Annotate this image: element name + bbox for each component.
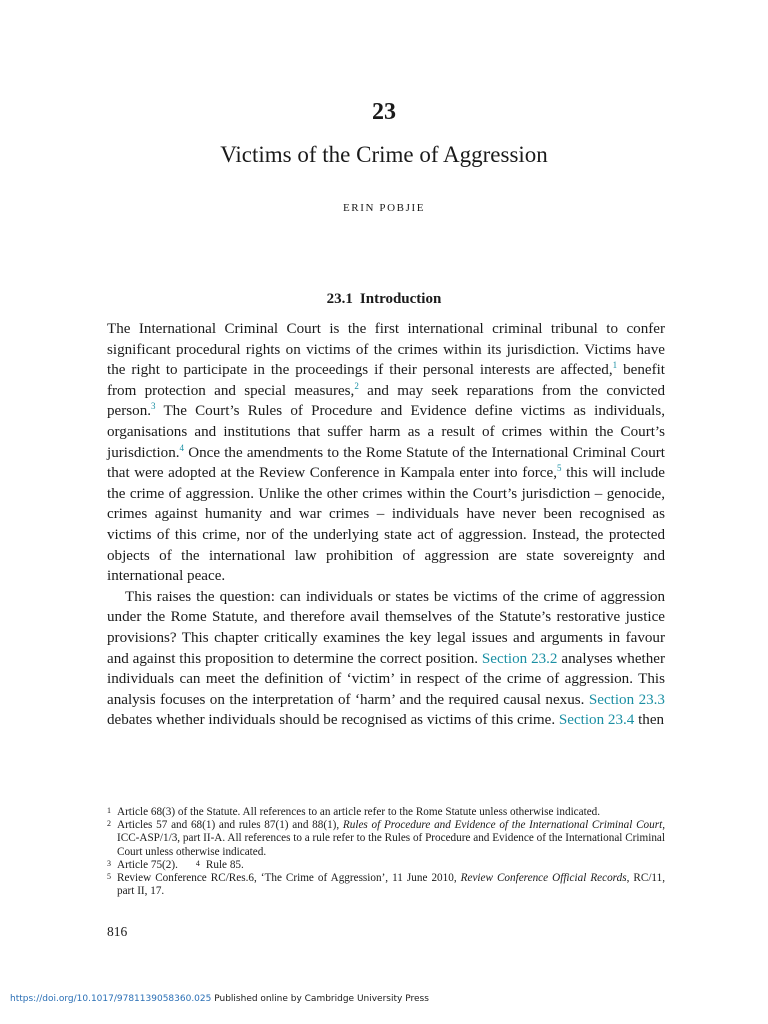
footnote-text: Rule 85. (205, 858, 244, 871)
text-run: Once the amendments to the Rome Statute of the International Criminal Court that were adopted at the Review Conference in Kampala enter into force, (107, 444, 665, 482)
chapter-title: Victims of the Crime of Aggression (220, 142, 548, 167)
text-run: The International Criminal Court is the first international criminal tribunal to confer significant procedural rights on victims of the crimes within its jurisdiction. Victims have the right to participate in the proceedings if their personal interests are affected, (107, 321, 665, 379)
footnote-number: 5 (107, 872, 111, 882)
section-title: Introduction (359, 291, 442, 307)
footnote-1 (107, 806, 665, 819)
text-run: benefit from protection and special measures, (107, 362, 665, 399)
doi-link[interactable]: https://doi.org/10.1017/9781139058360.025 (10, 994, 212, 1004)
footnote-3-4 (107, 859, 665, 872)
footnote-text: , RC/11, part II, 17. (117, 872, 665, 898)
footnote-text: Review Conference RC/Res.6, ‘The Crime of Aggression’, 11 June 2010, (117, 872, 461, 885)
footnote-number: 1 (107, 806, 111, 815)
section-link-23-4[interactable]: Section 23.4 (558, 712, 635, 729)
footnote-number: 4 (195, 858, 200, 868)
footnote-number: 3 (107, 858, 111, 868)
text-run: analyses whether individuals can meet the definition of ‘victim’ in respect of the crime of aggression. This analysis focuses on the interpretation of ‘harm’ and the required causal nexus. (107, 650, 665, 708)
body-text (107, 319, 665, 731)
section-heading (0, 289, 768, 309)
doi-footer (10, 993, 429, 1005)
text-run: The Court’s Rules of Procedure and Evidence define victims as individuals, organisations and institutions that suffer harm as a result of crimes within the Court’s jurisdiction. (107, 403, 665, 461)
footnote-text: Article 68(3) of the Statute. All references to an article refer to the Rome Statute unless otherwise indicated. (117, 806, 601, 818)
chapter-number: 23 (372, 99, 396, 125)
footnotes (107, 806, 665, 898)
footnote-italic-title: Rules of Procedure and Evidence of the International Criminal Court (342, 819, 663, 832)
footnote-ref-2[interactable]: 2 (354, 380, 359, 391)
section-number: 23.1 (326, 291, 353, 307)
footnote-text: , ICC-ASP/1/3, part II-A. All references to a rule refer to the Rules of Procedure and Evidence of the International Criminal Court unless otherwise indicated. (117, 819, 665, 858)
section-link-23-2[interactable]: Section 23.2 (481, 650, 558, 667)
paragraph-1 (107, 319, 665, 587)
text-run: then (634, 712, 665, 729)
footnote-2 (107, 819, 665, 859)
footnote-ref-5[interactable]: 5 (556, 463, 562, 474)
footnote-number: 2 (107, 819, 111, 829)
page-number: 816 (107, 924, 128, 939)
footnote-ref-4[interactable]: 4 (179, 442, 185, 453)
section-link-23-3[interactable]: Section 23.3 (588, 691, 665, 708)
text-run: debates whether individuals should be recognised as victims of this crime. (107, 712, 559, 729)
footnote-ref-3[interactable]: 3 (151, 401, 156, 412)
paragraph-2 (107, 587, 665, 731)
text-run: This raises the question: can individuals or states be victims of the crime of aggression under the Rome Statute, and therefore avail themselves of the Statute’s restorative justice provisions? This chapter critically examines the key legal issues and arguments in favour and against this proposition to determine the correct position. (107, 588, 665, 667)
footnote-5 (107, 872, 665, 898)
text-run: this will include the crime of aggression. Unlike the other crimes within the Court’s jurisdiction – genocide, crimes against humanity and war crimes – individuals have never been recognised as victims of this crime, nor of the underlying state act of aggression. Instead, the protected objects of the international law prohibition of aggression are state sovereignty and international peace. (107, 465, 665, 585)
footnote-italic-title: Review Conference Official Records (460, 872, 627, 885)
footnote-text: Article 75(2). (117, 858, 178, 871)
text-run: and may seek reparations from the convicted person. (107, 382, 665, 420)
chapter-author: ERIN POBJIE (342, 202, 426, 214)
footnote-ref-1[interactable]: 1 (612, 360, 618, 371)
published-note: Published online by Cambridge University Press (211, 994, 429, 1004)
footnote-text: Articles 57 and 68(1) and rules 87(1) and 88(1), (117, 819, 343, 832)
